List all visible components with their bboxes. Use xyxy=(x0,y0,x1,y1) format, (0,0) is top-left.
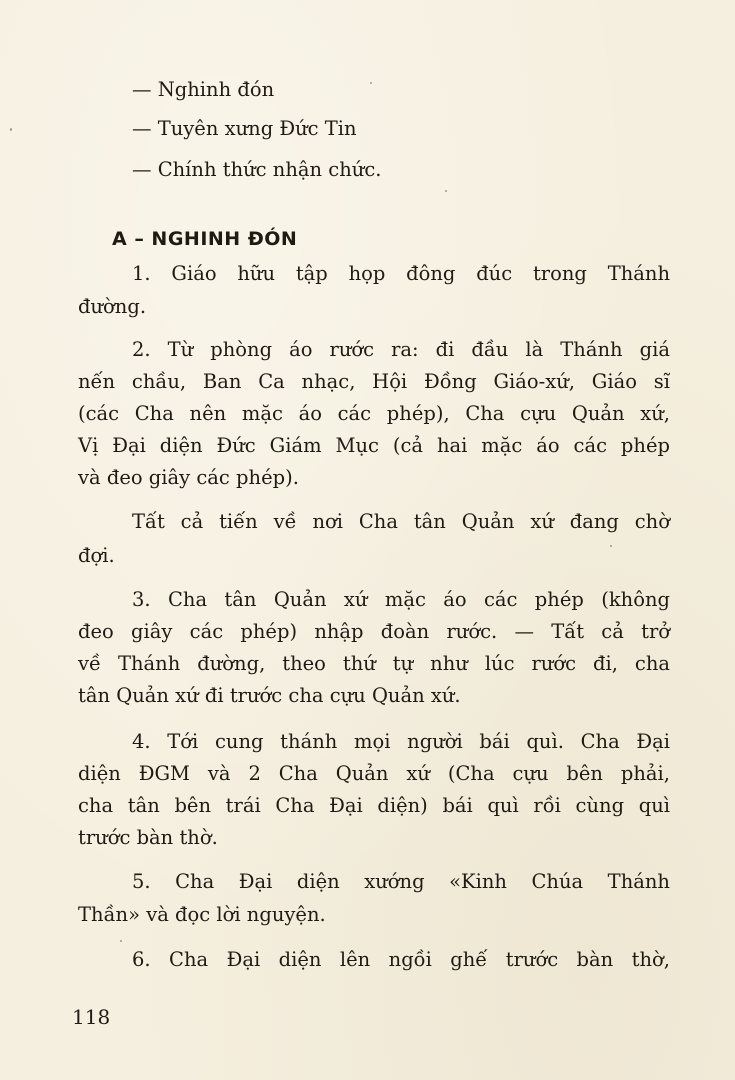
print-speck xyxy=(10,128,12,131)
print-speck xyxy=(610,545,612,547)
paragraph-6-line-1: 5. Cha Đại diện xướng «Kinh Chúa Thánh xyxy=(132,870,670,893)
paragraph-2-line-5: và đeo giây các phép). xyxy=(78,466,299,489)
paragraph-5-line-2: diện ĐGM và 2 Cha Quản xứ (Cha cựu bên phải, xyxy=(78,762,670,785)
paragraph-3-line-1: Tất cả tiến về nơi Cha tân Quản xứ đang chờ xyxy=(132,510,670,533)
paragraph-4-line-1: 3. Cha tân Quản xứ mặc áo các phép (không xyxy=(132,588,670,611)
paragraph-6-line-2: Thần» và đọc lời nguyện. xyxy=(78,903,326,926)
section-heading: A – NGHINH ĐÓN xyxy=(112,228,298,250)
print-speck xyxy=(370,82,372,84)
paragraph-2-line-1: 2. Từ phòng áo rước ra: đi đầu là Thánh giá xyxy=(132,338,670,361)
print-speck xyxy=(120,940,122,942)
list-item-profession-of-faith: — Tuyên xưng Đức Tin xyxy=(132,117,357,140)
paragraph-2-line-3: (các Cha nên mặc áo các phép), Cha cựu Quản xứ, xyxy=(78,402,670,425)
paragraph-5-line-1: 4. Tới cung thánh mọi người bái quì. Cha Đại xyxy=(132,730,670,753)
paragraph-2-line-4: Vị Đại diện Đức Giám Mục (cả hai mặc áo các phép xyxy=(78,434,670,457)
paragraph-4-line-4: tân Quản xứ đi trước cha cựu Quản xứ. xyxy=(78,684,461,707)
paragraph-1-line-2: đường. xyxy=(78,295,147,318)
paragraph-7-line-1: 6. Cha Đại diện lên ngồi ghế trước bàn thờ, xyxy=(132,948,670,971)
list-item-welcome: — Nghinh đón xyxy=(132,78,275,101)
paragraph-4-line-2: đeo giây các phép) nhập đoàn rước. — Tất cả trở xyxy=(78,620,670,643)
paragraph-3-line-2: đợi. xyxy=(78,544,115,567)
paragraph-5-line-4: trước bàn thờ. xyxy=(78,826,218,849)
paragraph-2-line-2: nến chầu, Ban Ca nhạc, Hội Đồng Giáo-xứ, Giáo sĩ xyxy=(78,370,670,393)
paragraph-1-line-1: 1. Giáo hữu tập họp đông đúc trong Thánh xyxy=(132,262,670,285)
paragraph-4-line-3: về Thánh đường, theo thứ tự như lúc rước đi, cha xyxy=(78,652,670,675)
page-number: 118 xyxy=(72,1005,111,1029)
list-item-installation: — Chính thức nhận chức. xyxy=(132,158,382,181)
print-speck xyxy=(445,190,447,192)
paragraph-5-line-3: cha tân bên trái Cha Đại diện) bái quì rồi cùng quì xyxy=(78,794,670,817)
